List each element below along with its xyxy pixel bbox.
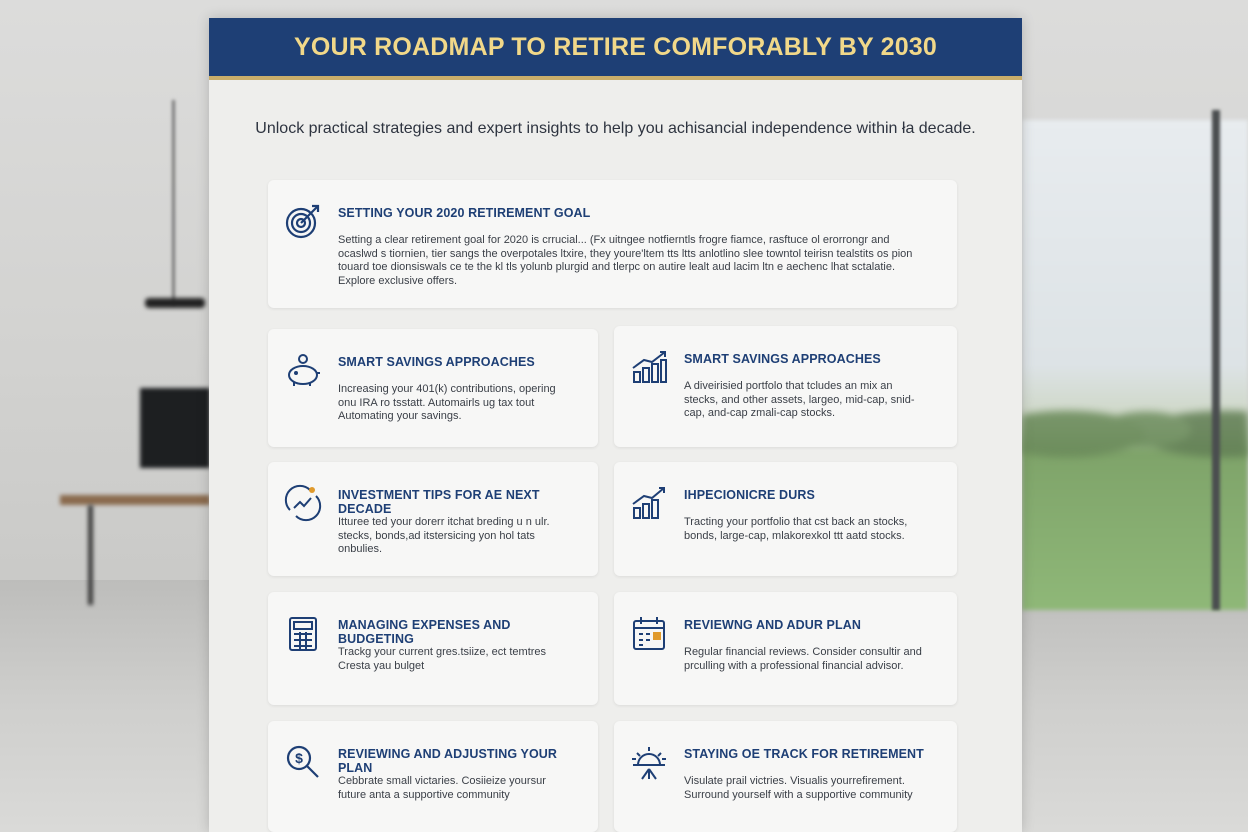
card-title: IHPECIONICRE DURS (684, 488, 815, 502)
card-review-plan (614, 592, 957, 705)
background-desk (60, 495, 210, 505)
card-title: INVESTMENT TIPS FOR AE NEXT DECADE (338, 488, 540, 516)
card-body: Itturee ted your dorerr itchat breding u n ulr. stecks, bonds,ad itstersicing yon hol tats onbulies. (338, 516, 550, 555)
card-title: REVIEWING AND ADJUSTING YOUR PLAN (338, 747, 558, 775)
bar-chart-icon (630, 484, 668, 522)
card-title: REVIEWNG AND ADUR PLAN (684, 618, 861, 632)
growth-cycle-icon (284, 484, 322, 522)
card-expenses-budgeting (268, 592, 598, 705)
dollar-search-icon (284, 743, 322, 781)
window-mullion (1212, 110, 1220, 610)
card-investment-tips (268, 462, 598, 576)
roadmap-poster (209, 18, 1022, 832)
svg-text:$: $ (295, 750, 303, 766)
sunrise-icon (630, 743, 668, 781)
bar-chart-icon (630, 348, 668, 386)
card-body: Increasing your 401(k) contributions, opering onu IRA ro tsstatt. Automairls ug tax tout Automating your savings. (338, 383, 556, 422)
card-body: Visulate prail victries. Visualis yourrefirement. Surround yourself with a supportive community (684, 775, 913, 801)
card-body: A diveirisied portfolo that tcludes an mix an stecks, and other assets, largeo, mid-cap, snid-cap, and-cap zmali-cap stocks. (684, 380, 915, 419)
card-title: SMART SAVINGS APPROACHES (338, 355, 535, 369)
background-lamp (172, 100, 175, 305)
card-adjusting-plan (268, 721, 598, 832)
card-retirement-goal (268, 180, 957, 308)
card-smart-savings-left (268, 329, 598, 447)
background-lampshade (145, 298, 205, 308)
card-smart-savings-right (614, 326, 957, 447)
card-body: Trackg your current gres.tsiize, ect temtres Cresta yau bulget (338, 646, 547, 672)
target-icon (284, 202, 322, 240)
card-title: SMART SAVINGS APPROACHES (684, 352, 881, 366)
card-body: Tracting your portfolio that cst back an stocks, bonds, large-cap, mlakorexkol ttt aatd stocks. (684, 516, 908, 542)
calculator-icon (284, 614, 322, 652)
poster-title: YOUR ROADMAP TO RETIRE COMFORABLY BY 2030 (293, 32, 938, 61)
card-body: Regular financial reviews. Consider consultir and prculling with a professional financial advisor. (684, 646, 922, 672)
calendar-icon (630, 614, 668, 652)
poster-subtitle: Unlock practical strategies and expert insights to help you achisancial independence within ła decade. (255, 120, 976, 137)
title-banner (209, 18, 1022, 80)
background-monitor (140, 388, 210, 468)
card-portfolio-tracking (614, 462, 957, 576)
card-title: STAYING OE TRACK FOR RETIREMENT (684, 747, 924, 761)
piggy-bank-icon (284, 351, 322, 389)
card-body: Cebbrate small victaries. Cosiieize yoursur future anta a supportive community (338, 775, 546, 801)
desk-leg (88, 505, 93, 605)
card-title: MANAGING EXPENSES AND BUDGETING (338, 618, 511, 646)
card-staying-on-track (614, 721, 957, 832)
card-title: SETTING YOUR 2020 RETIREMENT GOAL (338, 206, 591, 220)
card-body: Setting a clear retirement goal for 2020 is crrucial... (Fx uitngee notfierntls frogre fiamce, rasftuce ol erorrongr and ocaslwd s tiornien, tier sangs the overpotales ltxire, they youre'ltem tts ltts anlotlino slee towntol teirisn tealstits os pion touard toe dionsiswals ce te the kl tls yolunb plurgid and tlerpc on autire lealt aud lacim ltn e aechenc lhat sctalatie. Explore exclusive offers. (338, 234, 913, 287)
